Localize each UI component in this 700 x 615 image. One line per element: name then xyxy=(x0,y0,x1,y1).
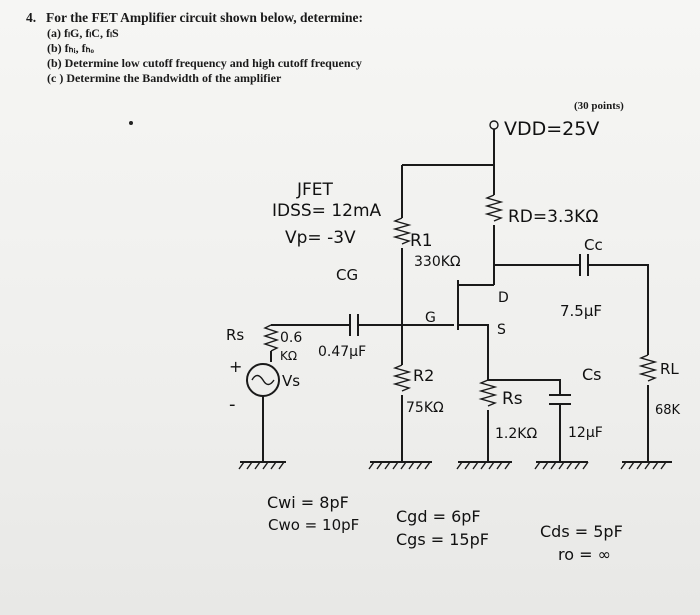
vp-label: Vp= -3V xyxy=(285,228,356,248)
r1-value: 330KΩ xyxy=(414,254,461,270)
rs-label: Rs xyxy=(226,326,245,344)
source-label: S xyxy=(497,322,506,338)
cs-value: 12µF xyxy=(568,425,603,441)
vs-label: Vs xyxy=(282,372,301,390)
rl-resistor xyxy=(641,355,655,381)
question-number: 4. xyxy=(26,10,37,25)
drain-label: D xyxy=(498,290,509,306)
points-label: (30 points) xyxy=(574,100,624,112)
r1-label: R1 xyxy=(410,231,433,251)
jfet-title: JFET xyxy=(297,180,333,200)
question-part-b2: (b) Determine low cutoff frequency and high cutoff frequency xyxy=(47,56,362,70)
vdd-label: VDD=25V xyxy=(504,118,600,140)
cc-value: 7.5µF xyxy=(560,302,603,320)
sine-icon xyxy=(252,376,274,385)
ground-symbols xyxy=(239,462,672,469)
vdd-node xyxy=(490,121,498,129)
cc-label: Cc xyxy=(584,236,603,254)
rs2-label: Rs xyxy=(502,389,523,409)
source-node-wire xyxy=(488,345,560,395)
rs2-value: 1.2KΩ xyxy=(495,426,538,442)
rs-value-2: KΩ xyxy=(280,349,298,363)
cds-label: Cds = 5pF xyxy=(540,522,623,541)
plus-sign: + xyxy=(229,357,243,376)
question-part-b: (b) fₕᵢ, fₕₒ xyxy=(47,41,94,55)
gate-label: G xyxy=(425,310,436,326)
r2-value: 75KΩ xyxy=(406,400,444,416)
rs-resistor xyxy=(265,325,277,351)
stray-mark xyxy=(129,121,133,125)
ro-label: ro = ∞ xyxy=(558,545,611,564)
rd-resistor xyxy=(487,195,501,221)
cg-capacitor xyxy=(350,314,358,336)
idss-label: IDSS= 12mA xyxy=(272,201,382,221)
cwi-label: Cwi = 8pF xyxy=(267,493,349,512)
cg-value: 0.47µF xyxy=(318,344,367,360)
rl-value: 68K xyxy=(655,403,681,418)
question-part-a: (a) fₗG, fₗC, fₗS xyxy=(47,26,119,40)
cgd-label: Cgd = 6pF xyxy=(396,507,481,526)
cs-label: Cs xyxy=(582,365,602,384)
question-part-c: (c ) Determine the Bandwidth of the amplifier xyxy=(47,71,282,85)
rd-label: RD=3.3KΩ xyxy=(508,207,599,227)
rs-value-1: 0.6 xyxy=(280,330,303,346)
cwo-label: Cwo = 10pF xyxy=(268,516,360,534)
vdd-rail xyxy=(402,129,494,165)
rs2-resistor xyxy=(481,380,495,406)
cgs-label: Cgs = 15pF xyxy=(396,530,489,549)
r2-label: R2 xyxy=(413,366,435,385)
rl-label: RL xyxy=(660,360,679,378)
cg-label: CG xyxy=(336,266,359,284)
r1-resistor xyxy=(395,218,409,244)
question-statement: For the FET Amplifier circuit shown below, determine: xyxy=(46,10,363,25)
cc-capacitor xyxy=(580,254,588,276)
cs-capacitor xyxy=(549,395,571,404)
r2-resistor xyxy=(395,365,409,391)
jfet-source-lead xyxy=(458,325,488,345)
minus-sign: - xyxy=(229,394,236,415)
